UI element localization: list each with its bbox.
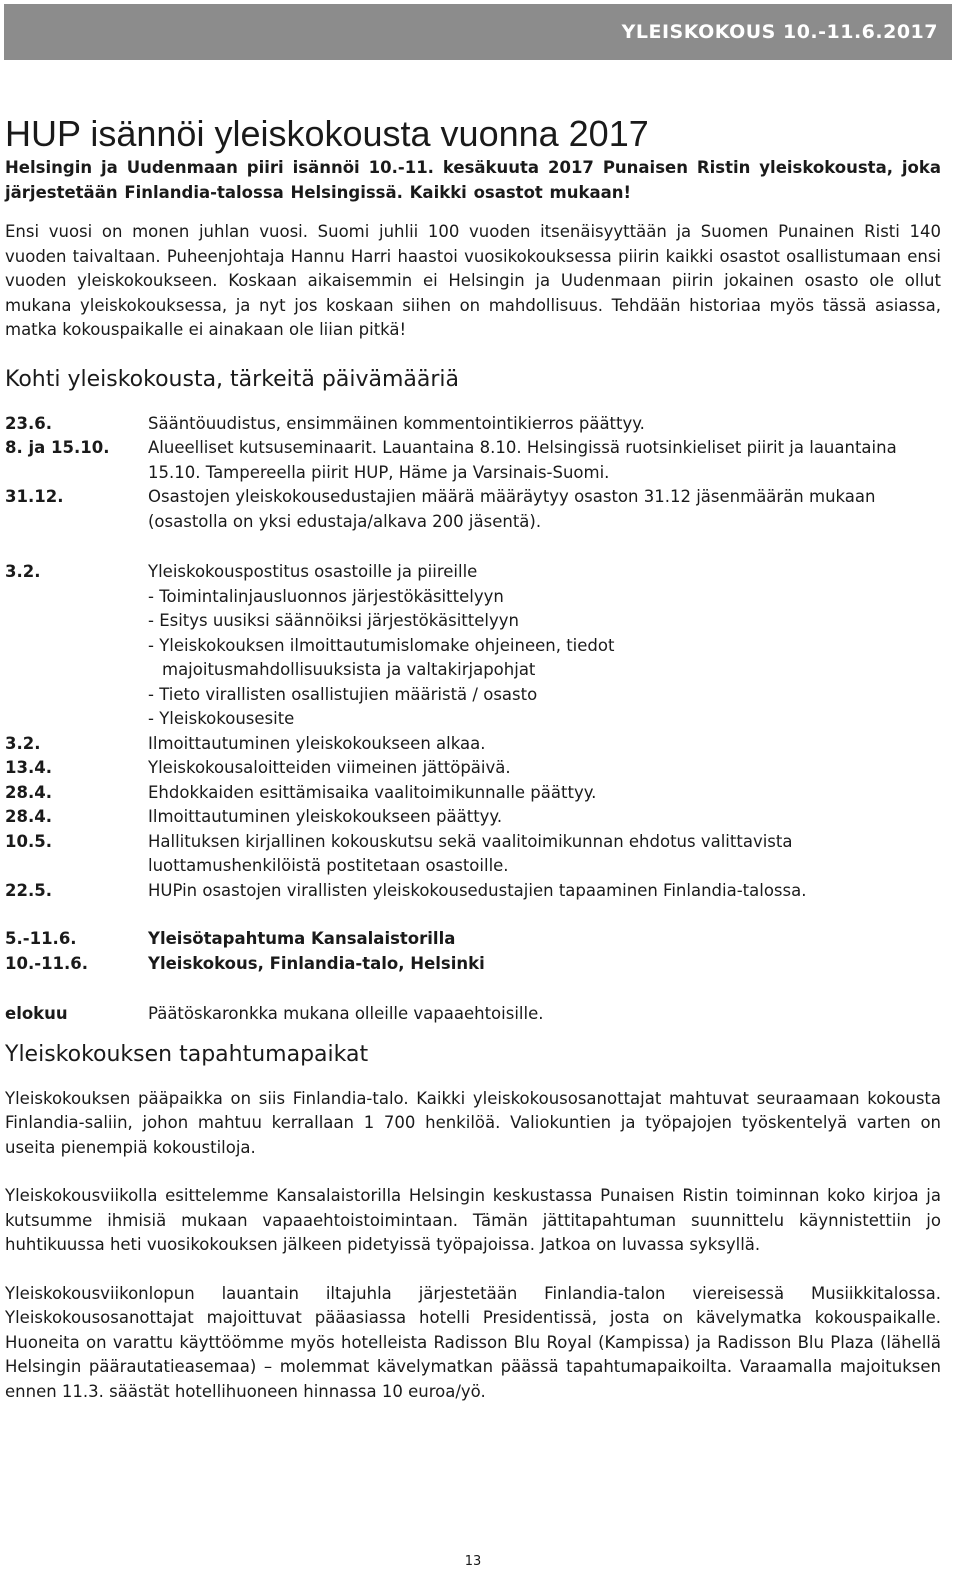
date-text: Hallituksen kirjallinen kokouskutsu sekä vaalitoimikunnan ehdotus valittavista luottamushenkilöistä postitetaan osastoille.: [148, 831, 793, 875]
date-row: [5, 412, 941, 437]
dates-section-title: Kohti yleiskokousta, tärkeitä päivämääriä: [5, 366, 459, 392]
mailing-block: [148, 560, 941, 732]
header-title: YLEISKOKOUS 10.-11.6.2017: [621, 21, 938, 43]
intro-paragraph: Ensi vuosi on monen juhlan vuosi. Suomi juhlii 100 vuoden itsenäisyyttään ja Suomen Punainen Risti 140 vuoden taivaltaan. Puheenjohtaja Hannu Harri haastoi vuosikokouksessa piirin kaikki osastot osallistumaan ensi vuoden yleiskokoukseen. Koskaan aikaisemmin ei Helsingin ja Uudenmaan piirin jokainen osasto ole ollut mukana yleiskokouksessa, ja nyt jos koskaan siihen on mahdollisuus. Tehdään historiaa myös tässä asiassa, matka kokouspaikalle ei ainakaan ole liian pitkä!: [5, 222, 941, 339]
mailing-title: Yleiskokouspostitus osastoille ja piireille: [148, 562, 478, 581]
event-row: [5, 927, 941, 952]
date-text: Osastojen yleiskokousedustajien määrä määräytyy osaston 31.12 jäsenmäärän mukaan (osastolla on yksi edustaja/alkava 200 jäsentä).: [148, 487, 876, 531]
date-row: [5, 485, 941, 534]
date-label: 28.4.: [5, 807, 52, 826]
mailing-item: - Esitys uusiksi säännöiksi järjestökäsittelyyn: [148, 611, 519, 630]
event-text: Yleiskokous, Finlandia-talo, Helsinki: [148, 953, 485, 973]
date-text: HUPin osastojen virallisten yleiskokousedustajien tapaaminen Finlandia-talossa.: [148, 880, 807, 900]
date-text: Sääntöuudistus, ensimmäinen kommentointikierros päättyy.: [148, 413, 645, 433]
date-label: 3.2.: [5, 562, 41, 581]
mailing-item: - Yleiskokousesite: [148, 709, 295, 728]
date-text: Yleiskokousaloitteiden viimeinen jättöpäivä.: [148, 758, 511, 777]
header-band: [4, 4, 952, 60]
venue-paragraph: Yleiskokouksen pääpaikka on siis Finlandia-talo. Kaikki yleiskokousosanottajat mahtuvat seuraamaan kokousta Finlandia-saliin, johon mahtuu kerrallaan 1 700 henkilöä. Valiokuntien ja työpajojen työskentelyä varten on useita pienempiä kokoustiloja.: [5, 1088, 941, 1157]
spacer: [5, 976, 941, 1002]
venue-section-title: Yleiskokouksen tapahtumapaikat: [5, 1041, 369, 1067]
page-number: 13: [464, 1554, 482, 1569]
date-row: [5, 830, 941, 879]
venue-paragraph: Yleiskokousviikolla esittelemme Kansalaistorilla Helsingin keskustassa Punaisen Ristin toiminnan koko kirjoa ja kutsumme ihmisiä mukaan vapaaehtoistoimintaan. Tämän jättitapahtuman suunnittelu käynnistettiin jo huhtikuussa heti vuosikokouksen jälkeen pidetyissä työpajoissa. Jatkoa on luvassa syksyllä.: [5, 1186, 941, 1254]
date-row: [5, 879, 941, 904]
venue-paragraph: Yleiskokousviikonlopun lauantain iltajuhla järjestetään Finlandia-talon viereisessä Musiikkitalossa. Yleiskokousosanottajat majoittuvat pääasiassa hotelli Presidentissä, josta on kävelymatka kokouspaikalle. Huoneita on varattu käyttöömme myös hotelleista Radisson Blu Royal (Kampissa) ja Radisson Blu Plaza (lähellä Helsingin päärautatieasemaa) – molemmat kävelymatkan päässä tapahtumapaikoilta. Varaamalla majoituksen ennen 11.3. säästät hotellihuoneen hinnassa 10 euroa/yö.: [5, 1283, 941, 1401]
lead-paragraph: Helsingin ja Uudenmaan piiri isännöi 10.-11. kesäkuuta 2017 Punaisen Ristin yleiskokousta, joka järjestetään Finlandia-talossa Helsingissä. Kaikki osastot mukaan!: [5, 158, 941, 202]
date-row: [5, 781, 941, 806]
mailing-item: - Yleiskokouksen ilmoittautumislomake ohjeineen, tiedot: [148, 635, 615, 655]
date-label: elokuu: [5, 1004, 68, 1023]
date-label: 3.2.: [5, 733, 41, 753]
date-row: [5, 732, 941, 757]
date-text: Alueelliset kutsuseminaarit. Lauantaina 8.10. Helsingissä ruotsinkieliset piirit ja lauantaina 15.10. Tampereella piirit HUP, Häme ja Varsinais-Suomi.: [148, 438, 897, 482]
mailing-item: - Toimintalinjausluonnos järjestökäsittelyyn: [148, 586, 504, 606]
dates-list: [5, 412, 941, 1027]
mailing-item: - Tieto virallisten osallistujien määristä / osasto: [148, 684, 538, 704]
date-label: 22.5.: [5, 880, 52, 900]
date-row: [5, 756, 941, 781]
page-title: HUP isännöi yleiskokousta vuonna 2017: [5, 113, 649, 154]
date-row: [5, 805, 941, 830]
date-row: [5, 436, 941, 485]
spacer: [5, 903, 941, 927]
date-label: 5.-11.6.: [5, 929, 77, 948]
date-label: 31.12.: [5, 487, 64, 506]
date-label: 10.-11.6.: [5, 953, 89, 973]
date-row: [5, 1002, 941, 1027]
date-text: Ehdokkaiden esittämisaika vaalitoimikunnalle päättyy.: [148, 782, 597, 802]
date-label: 28.4.: [5, 782, 52, 802]
date-text: Ilmoittautuminen yleiskokoukseen alkaa.: [148, 733, 486, 753]
mailing-item: majoitusmahdollisuuksista ja valtakirjapohjat: [162, 660, 536, 679]
date-label: 10.5.: [5, 831, 52, 851]
article-content: [5, 112, 941, 1404]
date-label: 13.4.: [5, 758, 52, 777]
date-row-mailing: [5, 560, 941, 732]
date-label: 8. ja 15.10.: [5, 438, 110, 457]
event-row: [5, 952, 941, 977]
date-label: 23.6.: [5, 413, 52, 433]
spacer: [5, 534, 941, 560]
date-text: Päätöskaronkka mukana olleille vapaaehtoisille.: [148, 1004, 544, 1023]
event-text: Yleisötapahtuma Kansalaistorilla: [148, 929, 456, 948]
date-text: Ilmoittautuminen yleiskokoukseen päättyy.: [148, 807, 503, 826]
